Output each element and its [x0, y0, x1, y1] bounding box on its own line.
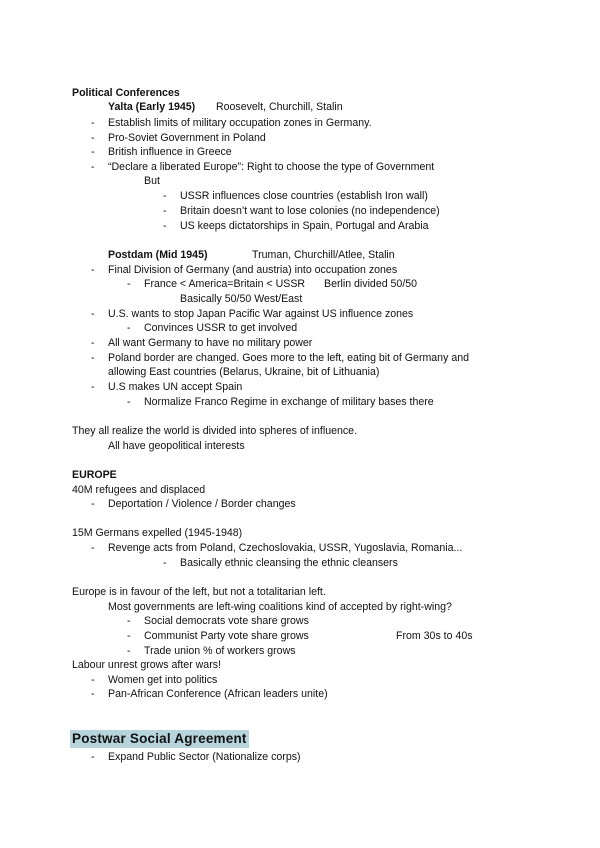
potsdam-point: Poland border are changed. Goes more to the left, eating bit of Germany and: [108, 352, 469, 364]
europe-point: Deportation / Violence / Border changes: [108, 498, 296, 510]
europe-subpoint: Basically ethnic cleansing the ethnic cleansers: [180, 557, 398, 569]
postwar-point: Expand Public Sector (Nationalize corps): [108, 751, 301, 763]
europe-point: Women get into politics: [108, 674, 218, 686]
potsdam-point-cont: allowing East countries (Belarus, Ukraine, bit of Lithuania): [108, 366, 380, 378]
yalta-but: But: [144, 175, 160, 187]
europe-point: Revenge acts from Poland, Czechoslovakia, USSR, Yugoslavia, Romania...: [108, 542, 463, 554]
europe-subpoint: Communist Party vote share grows: [144, 630, 309, 642]
bullet-dash: -: [127, 645, 131, 657]
bullet-dash: -: [163, 190, 167, 202]
potsdam-subpoint: Convinces USSR to get involved: [144, 322, 298, 334]
yalta-subpoint: USSR influences close countries (establish Iron wall): [180, 190, 428, 202]
europe-line: Most governments are left-wing coalitions kind of accepted by right-wing?: [108, 601, 452, 613]
potsdam-leaders: Truman, Churchill/Atlee, Stalin: [252, 249, 395, 261]
europe-subpoint: Trade union % of workers grows: [144, 645, 296, 657]
section-heading-postwar: Postwar Social Agreement: [72, 731, 247, 746]
yalta-subpoint: US keeps dictatorships in Spain, Portugal and Arabia: [180, 220, 429, 232]
yalta-point: “Declare a liberated Europe”: Right to choose the type of Government: [108, 161, 435, 173]
bullet-dash: -: [163, 205, 167, 217]
potsdam-subpoint: Normalize Franco Regime in exchange of military bases there: [144, 396, 434, 408]
potsdam-point: Final Division of Germany (and austria) into occupation zones: [108, 264, 398, 276]
section-heading-political: Political Conferences: [72, 87, 180, 99]
yalta-leaders: Roosevelt, Churchill, Stalin: [216, 101, 343, 113]
bullet-dash: -: [91, 308, 95, 320]
europe-line: 15M Germans expelled (1945-1948): [72, 527, 243, 539]
europe-line: 40M refugees and displaced: [72, 484, 206, 496]
bullet-dash: -: [91, 117, 95, 129]
potsdam-note: Berlin divided 50/50: [324, 278, 418, 290]
bullet-dash: -: [163, 220, 167, 232]
bullet-dash: -: [91, 381, 95, 393]
bullet-dash: -: [127, 630, 131, 642]
yalta-subpoint: Britain doesn’t want to lose colonies (no independence): [180, 205, 440, 217]
bullet-dash: -: [127, 615, 131, 627]
potsdam-title: Postdam (Mid 1945): [108, 249, 208, 261]
europe-note: From 30s to 40s: [396, 630, 473, 642]
europe-point: Pan-African Conference (African leaders unite): [108, 688, 328, 700]
bullet-dash: -: [127, 278, 131, 290]
potsdam-point: All want Germany to have no military power: [108, 337, 313, 349]
bullet-dash: -: [91, 688, 95, 700]
yalta-point: Pro-Soviet Government in Poland: [108, 132, 266, 144]
summary-line: They all realize the world is divided into spheres of influence.: [72, 425, 358, 437]
potsdam-point: U.S. wants to stop Japan Pacific War against US influence zones: [108, 308, 414, 320]
bullet-dash: -: [91, 146, 95, 158]
section-heading-europe: EUROPE: [72, 469, 117, 481]
bullet-dash: -: [91, 542, 95, 554]
potsdam-subpoint: France < America=Britain < USSR: [144, 278, 306, 290]
bullet-dash: -: [91, 161, 95, 173]
bullet-dash: -: [127, 396, 131, 408]
bullet-dash: -: [163, 557, 167, 569]
bullet-dash: -: [91, 264, 95, 276]
bullet-dash: -: [91, 337, 95, 349]
potsdam-point: U.S makes UN accept Spain: [108, 381, 243, 393]
bullet-dash: -: [91, 674, 95, 686]
yalta-point: Establish limits of military occupation zones in Germany.: [108, 117, 372, 129]
europe-line: Labour unrest grows after wars!: [72, 659, 221, 671]
yalta-point: British influence in Greece: [108, 146, 232, 158]
europe-subpoint: Social democrats vote share grows: [144, 615, 309, 627]
potsdam-note: Basically 50/50 West/East: [180, 293, 303, 305]
bullet-dash: -: [127, 322, 131, 334]
bullet-dash: -: [91, 352, 95, 364]
summary-line: All have geopolitical interests: [108, 440, 245, 452]
bullet-dash: -: [91, 132, 95, 144]
europe-line: Europe is in favour of the left, but not a totalitarian left.: [72, 586, 326, 598]
bullet-dash: -: [91, 498, 95, 510]
yalta-title: Yalta (Early 1945): [108, 101, 196, 113]
bullet-dash: -: [91, 751, 95, 763]
